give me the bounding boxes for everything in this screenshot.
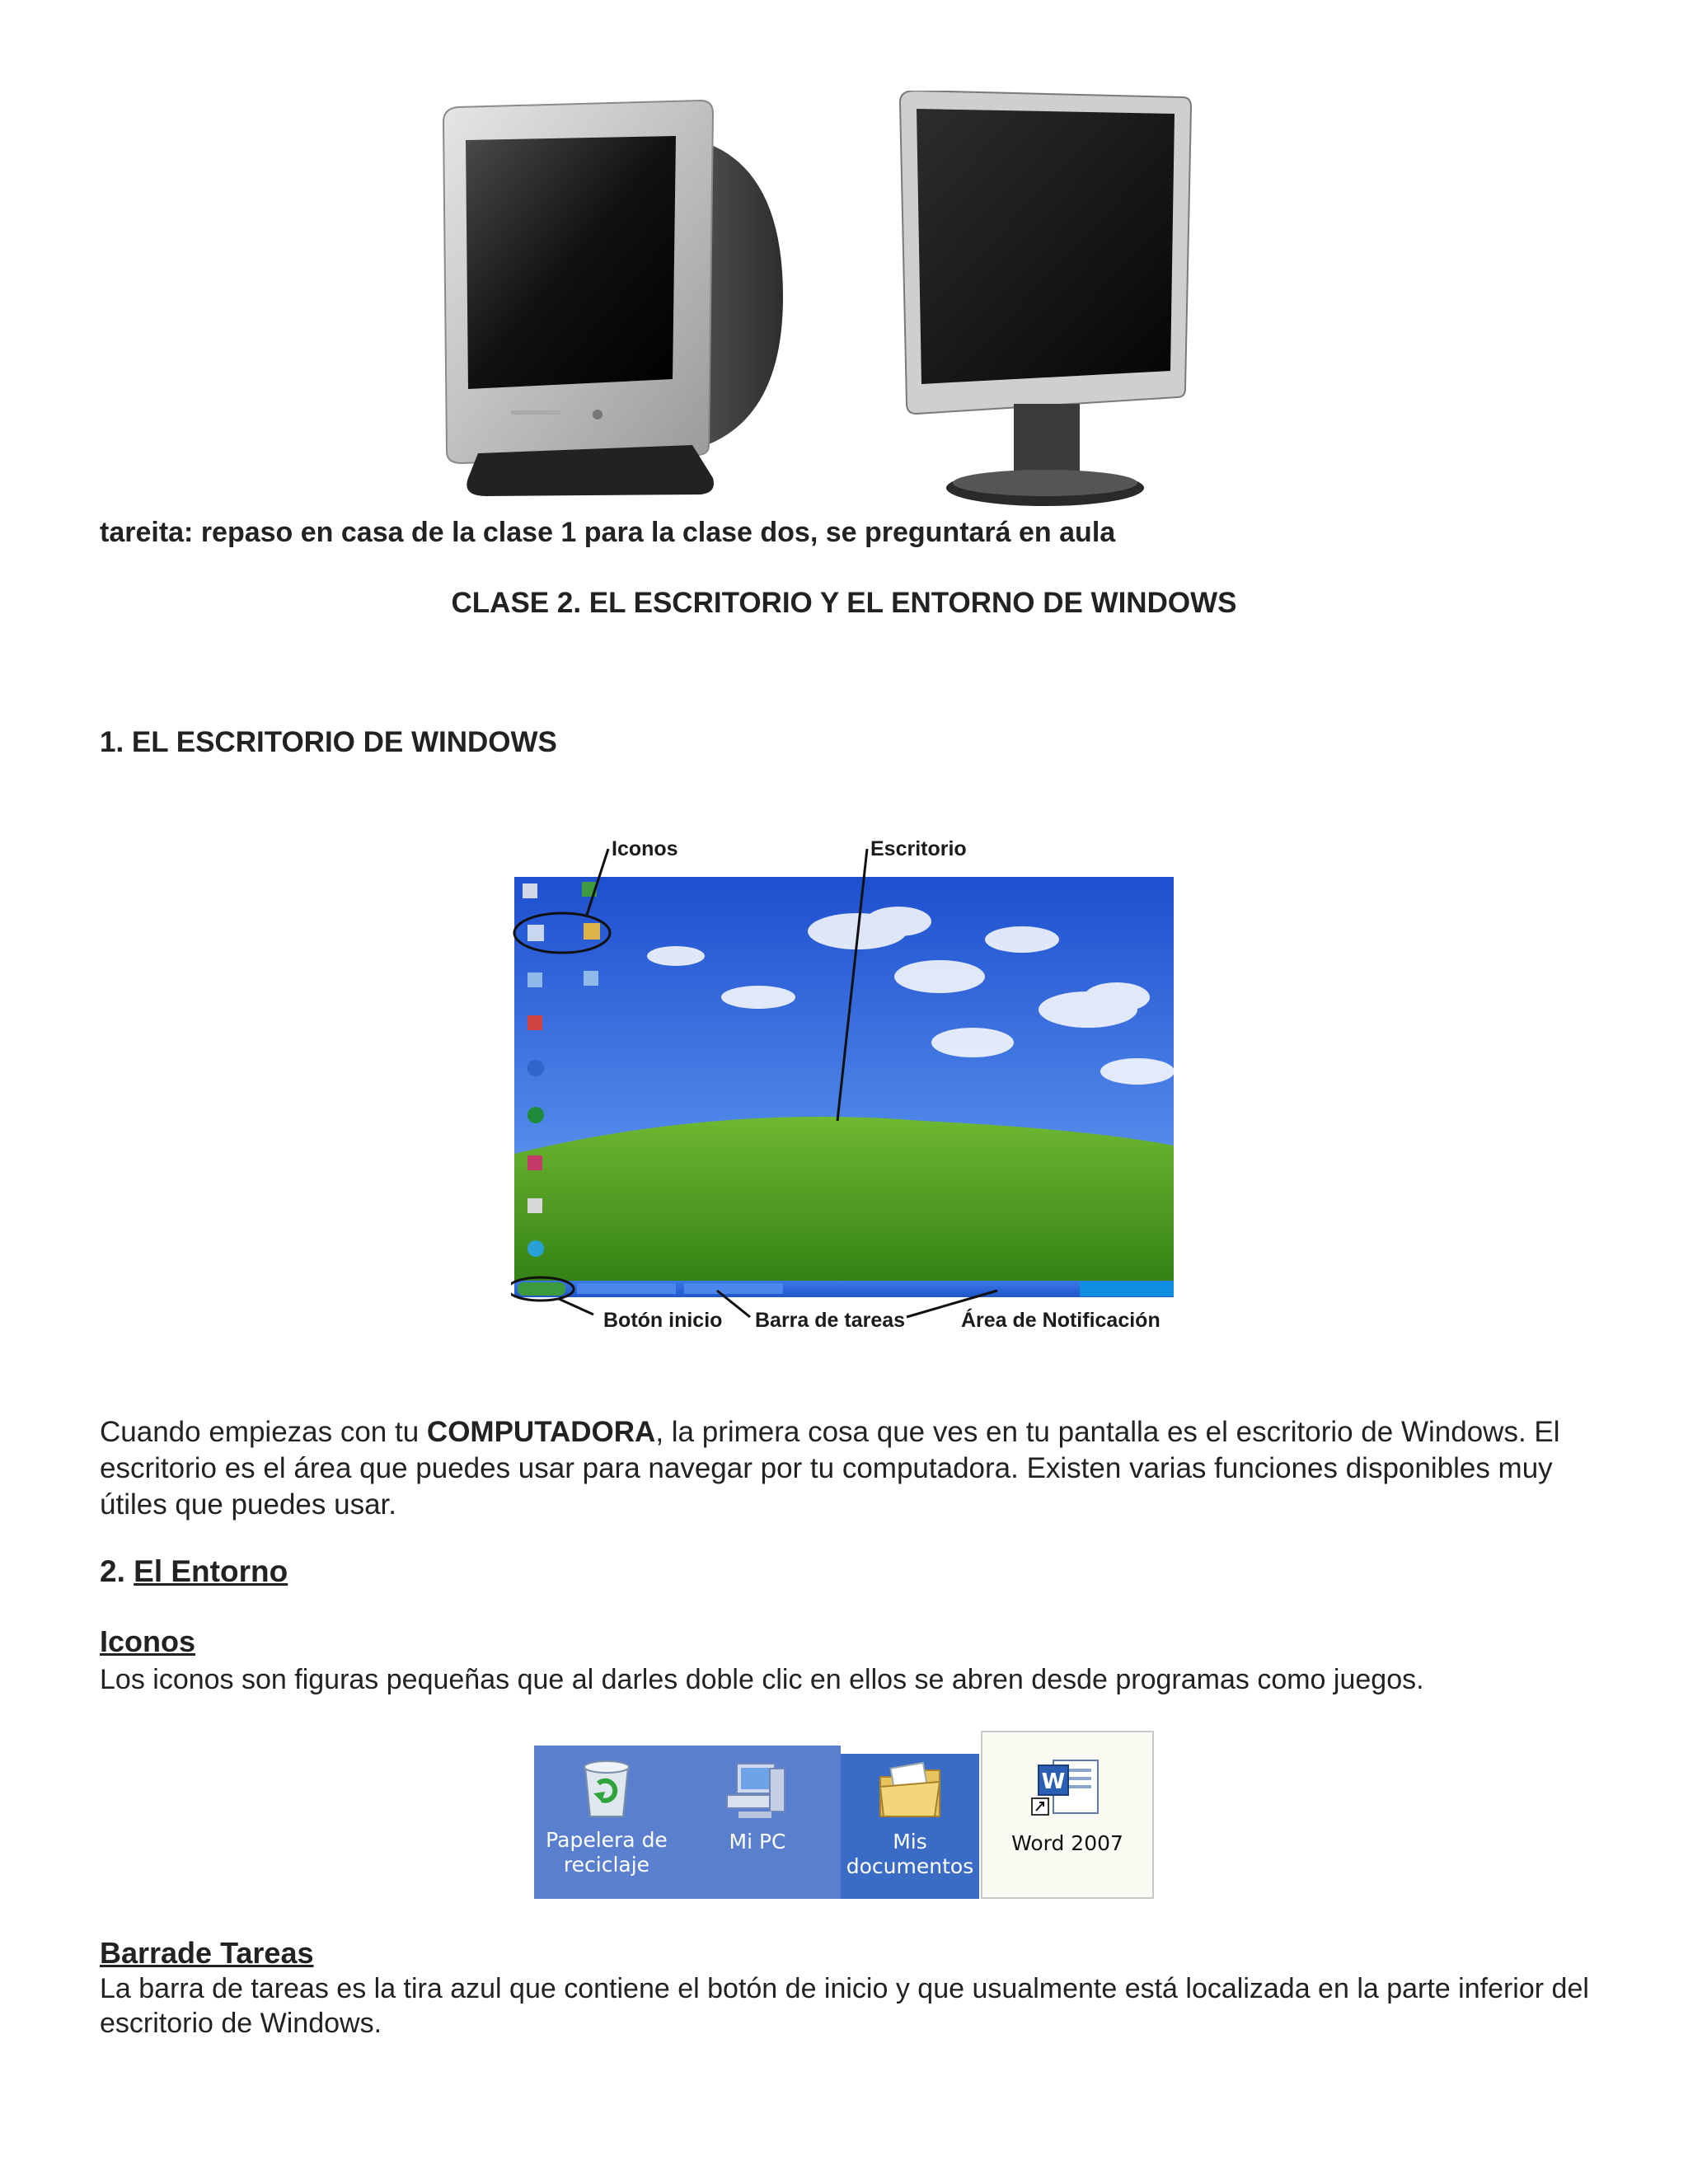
crt-monitor-icon: [443, 101, 783, 496]
icon-caption-papelera-2: reciclaje: [563, 1853, 650, 1877]
lcd-monitor-icon: [900, 91, 1191, 506]
barra-paragraph: La barra de tareas es la tira azul que contiene el botón de inicio y que usualmente está localizada en la parte inferior del escritorio de Windows.: [100, 1973, 1589, 2039]
label-area-notificacion: Área de Notificación: [961, 1309, 1160, 1332]
label-barra-tareas: Barra de tareas: [755, 1309, 906, 1332]
windows-desktop-figure: [511, 832, 1179, 1343]
icon-caption-mipc: Mi PC: [729, 1830, 786, 1854]
label-escritorio: Escritorio: [870, 837, 967, 860]
iconos-heading: Iconos: [100, 1624, 196, 1658]
intro-text-end: , la primera cosa que ves en tu pantalla es el escritorio de Windows. El escritorio es el área que puedes usar para navegar por tu computadora. Existen varias funciones disponibles muy útiles que puedes usar.: [100, 1416, 1560, 1521]
svg-text:W: W: [1041, 1769, 1066, 1794]
icon-caption-misdocs-2: documentos: [846, 1854, 974, 1878]
icon-caption-papelera-1: Papelera de: [546, 1828, 668, 1852]
my-documents-icon: [875, 1762, 945, 1823]
section-2-title: El Entorno: [134, 1554, 288, 1588]
recycle-bin-icon: [577, 1757, 636, 1820]
intro-paragraph: [100, 1414, 1600, 1523]
word-2007-icon: [1029, 1755, 1108, 1821]
label-boton-inicio: Botón inicio: [603, 1309, 723, 1332]
my-computer-icon: [722, 1760, 790, 1823]
icon-caption-word: Word 2007: [1011, 1831, 1123, 1855]
section-2-heading: [100, 1554, 1600, 1590]
section-1-heading: 1. EL ESCRITORIO DE WINDOWS: [100, 726, 557, 758]
desktop-wallpaper: [514, 877, 1175, 1297]
icons-examples-figure: [534, 1731, 1154, 1904]
iconos-paragraph: Los iconos son figuras pequeñas que al darles doble clic en ellos se abren desde programas como juegos.: [100, 1664, 1424, 1695]
intro-text-start: Cuando empiezas con tu: [100, 1416, 427, 1448]
icon-caption-misdocs-1: Mis: [893, 1830, 927, 1854]
barra-heading: Barrade Tareas: [100, 1936, 314, 1970]
intro-text-bold: COMPUTADORA: [426, 1416, 656, 1448]
page-title: CLASE 2. EL ESCRITORIO Y EL ENTORNO DE WINDOWS: [451, 587, 1237, 619]
homework-note: tareita: repaso en casa de la clase 1 para la clase dos, se preguntará en aula: [100, 517, 1116, 548]
label-iconos: Iconos: [612, 837, 678, 860]
taskbar: [514, 1281, 1174, 1297]
monitors-photo: [429, 91, 1220, 511]
section-2-number: 2.: [100, 1554, 134, 1588]
